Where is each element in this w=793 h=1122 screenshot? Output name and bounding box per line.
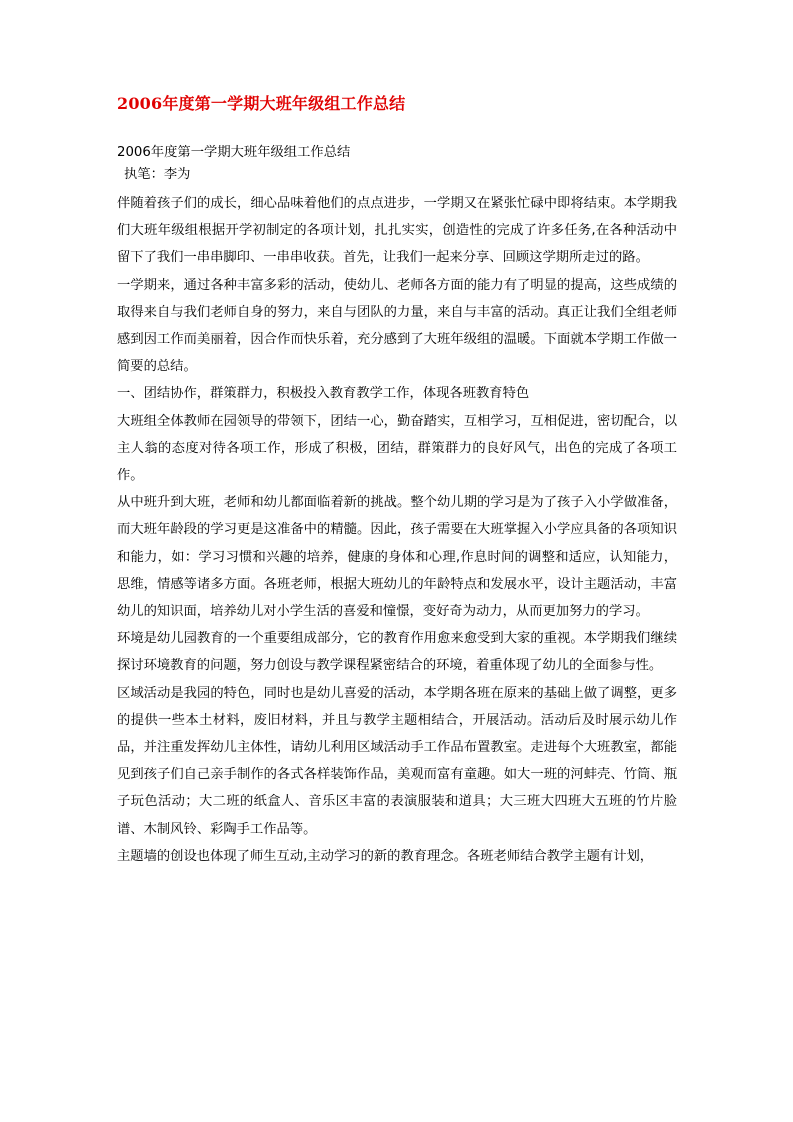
paragraph: 从中班升到大班，老师和幼儿都面临着新的挑战。整个幼儿期的学习是为了孩子入小学做准备，而大班年龄段的学习更是这准备中的精髓。因此，孩子需要在大班掌握入小学应具备的各项知识和能力，如：学习习惯和兴趣的培养，健康的身体和心理,作息时间的调整和适应，认知能力，思维，情感等诸多方面。各班老师，根据大班幼儿的年龄特点和发展水平，设计主题活动，丰富幼儿的知识面，培养幼儿对小学生活的喜爱和憧憬，变好奇为动力，从而更加努力的学习。: [117, 495, 677, 620]
author-line: 执笔：李为: [124, 167, 191, 182]
document-title: 2006年度第一学期大班年级组工作总结: [117, 94, 406, 113]
paragraph: 区域活动是我园的特色，同时也是幼儿喜爱的活动，本学期各班在原来的基础上做了调整，更多的提供一些本土材料，废旧材料，并且与教学主题相结合，开展活动。活动后及时展示幼儿作品，并注重发挥幼儿主体性，请幼儿利用区域活动手工作品布置教室。走进每个大班教室，都能见到孩子们自己亲手制作的各式各样装饰作品，美观而富有童趣。如大一班的河蚌壳、竹筒、瓶子玩色活动；大二班的纸盒人、音乐区丰富的表演服装和道具；大三班大四班大五班的竹片脸谱、木制风铃、彩陶手工作品等。: [117, 685, 677, 837]
paragraph: 大班组全体教师在园领导的带领下，团结一心，勤奋踏实，互相学习，互相促进，密切配合，以主人翁的态度对待各项工作，形成了积极，团结，群策群力的良好风气，出色的完成了各项工作。: [117, 413, 677, 484]
paragraph: 主题墙的创设也体现了师生互动,主动学习的新的教育理念。各班老师结合教学主题有计划，: [117, 848, 654, 864]
document-page: [117, 92, 677, 870]
document-subtitle: 2006年度第一学期大班年级组工作总结: [117, 145, 351, 160]
paragraph: 伴随着孩子们的成长，细心品味着他们的点点进步，一学期又在紧张忙碌中即将结束。本学期我们大班年级组根据开学初制定的各项计划，扎扎实实，创造性的完成了许多任务,在各种活动中留下了我们一串串脚印、一串串收获。首先，让我们一起来分享、回顾这学期所走过的路。: [117, 196, 677, 266]
paragraph: 一学期来，通过各种丰富多彩的活动，使幼儿、老师各方面的能力有了明显的提高，这些成绩的取得来自与我们老师自身的努力，来自与团队的力量，来自与丰富的活动。真正让我们全组老师感到因工作而美丽着，因合作而快乐着，充分感到了大班年级组的温暖。下面就本学期工作做一简要的总结。: [117, 277, 677, 375]
section-heading: 一、团结协作，群策群力，积极投入教育教学工作，体现各班教育特色: [117, 386, 530, 402]
paragraph: 环境是幼儿园教育的一个重要组成部分，它的教育作用愈来愈受到大家的重视。本学期我们继续探讨环境教育的问题，努力创设与教学课程紧密结合的环境，着重体现了幼儿的全面参与性。: [117, 631, 677, 674]
